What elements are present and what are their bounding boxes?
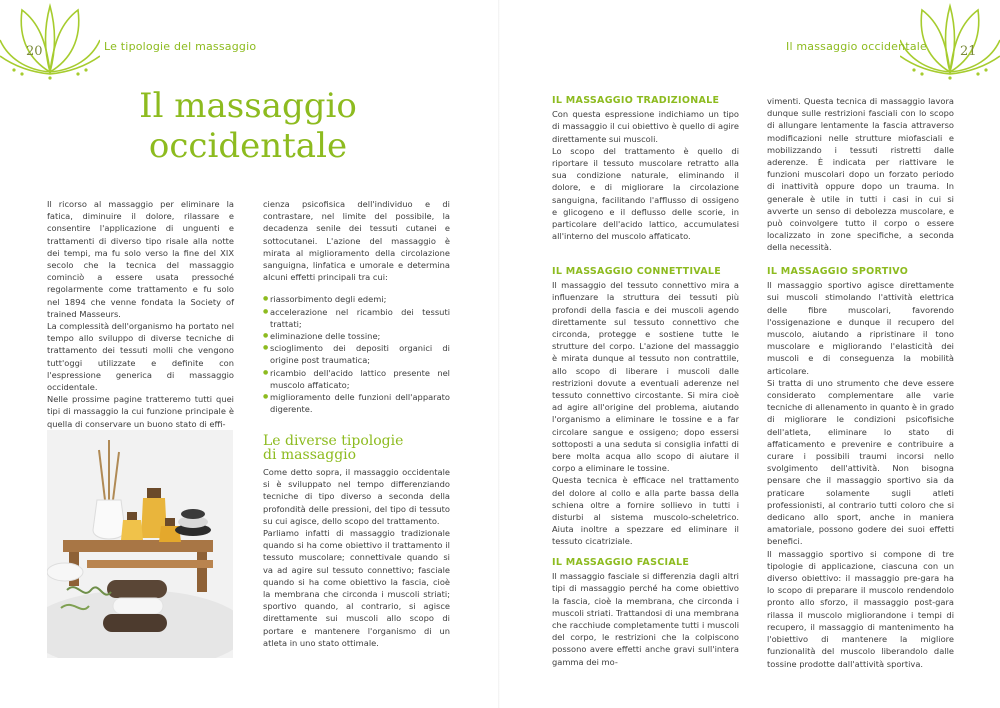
section-heading: IL MASSAGGIO CONNETTIVALE bbox=[552, 266, 722, 277]
column-4 bbox=[767, 95, 954, 254]
paragraph: Il massaggio sportivo agisce direttamente sui muscoli stimolando l'attività elettrica delle fibre muscolari, favorendo l'ossigenazione e dunque il recupero del muscolo, aiutando a ripristinare il tono muscolare e migliorando l'elasticità dei muscoli e di conseguenza la mobilità articolare. bbox=[767, 280, 954, 376]
right-page bbox=[500, 0, 1000, 708]
list-item: ● accelerazione nel ricambio dei tessuti trattati; bbox=[263, 306, 450, 330]
spa-still-life-icon bbox=[47, 430, 233, 658]
column-3-connettivale bbox=[552, 266, 739, 548]
section-heading: IL MASSAGGIO FASCIALE bbox=[552, 557, 690, 568]
column-4-sportivo bbox=[767, 266, 954, 670]
column-2 bbox=[263, 198, 450, 415]
running-head: Il massaggio occidentale bbox=[786, 40, 927, 53]
column-1 bbox=[47, 198, 234, 430]
paragraph: Il massaggio fasciale si differenzia dagli altri tipi di massaggio perché ha come obiettivo la fascia, cioè la membrana, che circonda i muscoli striati. Trattandosi di una membrana che racchiude completamente tutti i muscoli del corpo, le restrizioni che la colpiscono possono avere effetti anche gravi sull'intera gamma dei mo- bbox=[552, 571, 739, 667]
paragraph: vimenti. Questa tecnica di massaggio lavora dunque sulle restrizioni fasciali con lo scopo di allungare lentamente la fascia attraverso modificazioni nelle strutture miofasciali e mobilizzando i tessuti ristretti dalle aderenze. È indicata per riattivare le funzioni muscolari dopo un forzato periodo di inattività oppure dopo un trauma. In generale è utile in tutti i casi in cui si avverte un senso di debolezza muscolare, e può coinvolgere tutto il corpo o essere localizzato in zone specifiche, a seconda della necessità. bbox=[767, 96, 954, 253]
paragraph: Il ricorso al massaggio per eliminare la fatica, diminuire il dolore, rilassare e consentire l'applicazione di unguenti e trattamenti di diverso tipo risale alla notte dei tempi, ma fu solo verso la fine del XIX secolo che la tecnica del massaggio cominciò a essere usata pressoché regolarmente come trattamento e fu solo nel 1894 che venne fondata la Society of trained Masseurs. bbox=[47, 199, 234, 319]
spa-photo bbox=[47, 430, 233, 658]
column-3-fasciale bbox=[552, 557, 739, 668]
paragraph: Con questa espressione indichiamo un tipo di massaggio il cui obiettivo è quello di agire direttamente sui muscoli. bbox=[552, 109, 739, 144]
column-3 bbox=[552, 95, 739, 242]
column-2-subsection bbox=[263, 434, 450, 649]
paragraph: Il massaggio sportivo si compone di tre tipologie di applicazione, ciascuna con un diverso obiettivo: il massaggio pre-gara ha lo scopo di preparare il muscolo rendendolo pronto allo sforzo, il massaggio post-gara rilassa il muscolo migliorandone i tempi di recupero, il massaggio di mantenimento ha l'obiettivo di mantenere la migliore funzionalità del muscolo liberandolo dalle tossine prodotte dall'attività sportiva. bbox=[767, 548, 954, 669]
lotus-ornament-icon bbox=[0, 0, 100, 80]
list-item: ● ricambio dell'acido lattico presente nel muscolo affaticato; bbox=[263, 367, 450, 391]
list-item: ● scioglimento dei depositi organici di origine post traumatica; bbox=[263, 342, 450, 366]
list-item: ● miglioramento delle funzioni dell'apparato digerente. bbox=[263, 391, 450, 415]
section-heading: IL MASSAGGIO TRADIZIONALE bbox=[552, 95, 720, 106]
paragraph: Il massaggio del tessuto connettivo mira a influenzare la struttura dei tessuti più profondi della fascia e dei muscoli agendo direttamente sul tessuto connettivo che circonda, protegge e sostiene tutte le strutture del corpo. L'azione del massaggio è mirata dunque al tessuto non contrattile, allo scopo di liberare i muscoli dalle restrizioni dovute a eventuali aderenze nel tessuto connettivo circostante. Si mira cioè ad agire all'origine del problema, aiutando l'organismo a eliminare le tossine e a far circolare sangue e ossigeno; dopo essersi sottoposti a una seduta si consiglia infatti di bere molta acqua allo scopo di aiutare il corpo a eliminare le tossine. bbox=[552, 280, 739, 474]
list-item: ● riassorbimento degli edemi; bbox=[263, 293, 450, 305]
paragraph: Si tratta di uno strumento che deve essere considerato complementare alle varie tecniche di allenamento in quanto è in grado di migliorare le condizioni psicofisiche dell'atleta, eliminare lo stato di affaticamento e prevenire e contribuire a curare i possibili traumi incorsi nello svolgimento dell'attività. Non bisogna pensare che il massaggio sportivo sia da praticare solamente sugli atleti professionisti, al contrario tutti coloro che si dedicano allo sport, anche in maniera amatoriale, possono godere dei suoi effetti benefici. bbox=[767, 377, 954, 547]
running-head: Le tipologie del massaggio bbox=[104, 40, 257, 53]
paragraph: Questa tecnica è efficace nel trattamento del dolore al collo e alla parte bassa della schiena oltre a fornire sollievo in tutti i disturbi al sistema muscolo-scheletrico. Aiuta inoltre a spezzare ed eliminare il tessuto cicatriziale. bbox=[552, 475, 739, 547]
subsection-title bbox=[263, 434, 450, 462]
section-heading: IL MASSAGGIO SPORTIVO bbox=[767, 266, 909, 277]
paragraph: Parliamo infatti di massaggio tradizionale quando si ha come obiettivo il trattamento il tessuto muscolare; connettivale quando si va ad agire sul tessuto connettivo; fasciale quando si ha come obiettivo la fascia, cioè la membrana che circonda i muscoli striati; sportivo quando, al contrario, si agisce direttamente sui muscoli allo scopo di portare e mantenere l'organismo di un atleta in uno stato ottimale. bbox=[263, 528, 450, 648]
title-line: occidentale bbox=[148, 126, 348, 166]
effects-list bbox=[263, 293, 450, 415]
paragraph: La complessità dell'organismo ha portato nel tempo allo sviluppo di diverse tecniche di trattamento dei tessuti molli che vengono tutt'oggi utilizzate e definite con l'espressione generica di massaggio occidentale. bbox=[47, 321, 235, 393]
page-title bbox=[118, 86, 378, 166]
title-line: Il massaggio bbox=[139, 86, 357, 126]
list-item: ● eliminazione delle tossine; bbox=[263, 330, 450, 342]
paragraph: cienza psicofisica dell'individuo e di contrastare, nel limite del possibile, la decadenza senile dei tessuti cutanei e sottocutanei. L'azione del massaggio è mirata al miglioramento della circolazione sanguigna, linfatica e umorale e determina alcuni effetti principali tra cui: bbox=[263, 199, 450, 283]
paragraph: Come detto sopra, il massaggio occidentale si è sviluppato nel tempo differenziando tecniche di tipo diverso a seconda della profondità delle pressioni, del tipo di tessuto su cui agisce, dello scopo del trattamento. bbox=[263, 467, 450, 526]
subsection-title-line: di massaggio bbox=[263, 447, 357, 463]
paragraph: Nelle prossime pagine tratteremo tutti quei tipi di massaggio la cui funzione principale è quella di conservare un buono stato di effi- bbox=[47, 394, 234, 429]
page-number: 20 bbox=[26, 44, 43, 59]
paragraph: Lo scopo del trattamento è quello di riportare il tessuto muscolare retratto alla sua condizione naturale, eliminando il dolore, e di migliorare la circolazione sanguigna, facilitando l'afflusso di ossigeno e glicogeno e il deflusso delle scorie, in particolare dell'acido lattico, accumulatesi all'interno del muscolo affaticato. bbox=[552, 145, 739, 242]
subsection-title-line: Le diverse tipologie bbox=[263, 433, 404, 449]
page-number: 21 bbox=[960, 44, 977, 59]
